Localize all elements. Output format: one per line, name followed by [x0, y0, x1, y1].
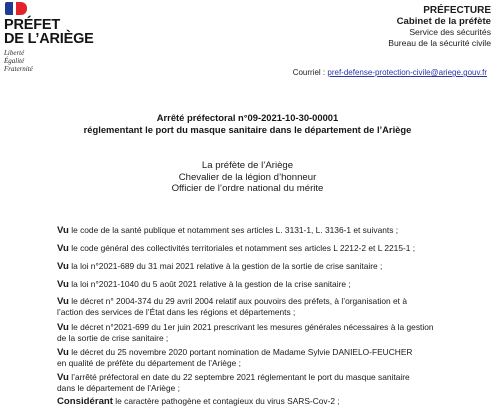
vu-item	[57, 372, 477, 394]
vu-item	[57, 261, 477, 272]
email-label: Courriel :	[292, 68, 326, 77]
vu-keyword: Vu	[57, 261, 69, 272]
vu-item	[57, 243, 477, 254]
republic-motto: Liberté Égalité Fraternité	[4, 49, 33, 73]
vu-text: dans le département de l’Ariège ;	[57, 383, 180, 394]
vu-keyword: Considérant	[57, 396, 113, 407]
vu-text: le code général des collectivités territoriales et notamment ses articles L 2212-2 et L 2215-1 ;	[68, 243, 416, 253]
contact-email	[293, 68, 487, 77]
issuer-header	[388, 5, 491, 49]
signatory-block: La préfète de l’Ariège Chevalier de la légion d’honneur Officier de l’ordre national du mérite	[171, 160, 324, 194]
vu-keyword: Vu	[57, 279, 69, 290]
vu-keyword: Vu	[57, 296, 69, 307]
vu-text: le code de la santé publique et notamment ses articles L. 3131-1, L. 3136-1 et suivants ;	[68, 225, 399, 235]
vu-item	[57, 296, 477, 318]
vu-text: le décret du 25 novembre 2020 portant nomination de Madame Sylvie DANIELO-FEUCHER	[68, 347, 413, 357]
email-link[interactable]: pref-defense-protection-civile@ariege.gouv.fr	[327, 68, 487, 77]
vu-text: le décret n° 2004-374 du 29 avril 2004 relatif aux pouvoirs des préfets, à l’organisation et à	[68, 296, 407, 306]
cabinet-label: Cabinet de la préfète	[396, 16, 491, 27]
marianne-flag-icon	[5, 2, 27, 15]
prefecture-label: PRÉFECTURE	[423, 5, 491, 16]
vu-text: l’arrêté préfectoral en date du 22 septembre 2021 réglementant le port du masque sanitaire	[68, 372, 410, 382]
service-label: Service des sécurités	[409, 27, 491, 37]
vu-text: l’action des services de l’État dans les régions et départements ;	[57, 307, 296, 318]
vu-item	[57, 279, 477, 290]
vu-text: en qualité de préfète du département de l’Ariège ;	[57, 358, 241, 369]
bureau-label: Bureau de la sécurité civile	[388, 38, 491, 48]
prefecture-logo	[4, 2, 104, 73]
vu-text: le caractère pathogène et contagieux du virus SARS-Cov-2 ;	[112, 396, 340, 406]
vu-item	[57, 225, 477, 236]
decree-subject: réglementant le port du masque sanitaire dans le département de l’Ariège	[83, 124, 412, 135]
vu-keyword: Vu	[57, 322, 69, 333]
vu-keyword: Vu	[57, 372, 69, 383]
decree-title	[0, 112, 495, 136]
vu-item	[57, 322, 477, 344]
vu-text: de la sortie de crise sanitaire ;	[57, 333, 169, 344]
logo-title: PRÉFET DE L’ARIÈGE	[4, 17, 94, 47]
vu-text: la loi n°2021-689 du 31 mai 2021 relative à la gestion de la sortie de crise sanitaire ;	[68, 261, 383, 271]
vu-text: le décret n°2021-699 du 1er juin 2021 prescrivant les mesures générales nécessaires à la gestion	[68, 322, 434, 332]
vu-keyword: Vu	[57, 243, 69, 254]
vu-item	[57, 396, 477, 407]
vu-item	[57, 347, 477, 369]
vu-keyword: Vu	[57, 347, 69, 358]
vu-text: la loi n°2021-1040 du 5 août 2021 relative à la gestion de la crise sanitaire ;	[68, 279, 351, 289]
decree-number: Arrêté préfectoral n°09-2021-10-30-00001	[156, 112, 339, 123]
vu-keyword: Vu	[57, 225, 69, 236]
